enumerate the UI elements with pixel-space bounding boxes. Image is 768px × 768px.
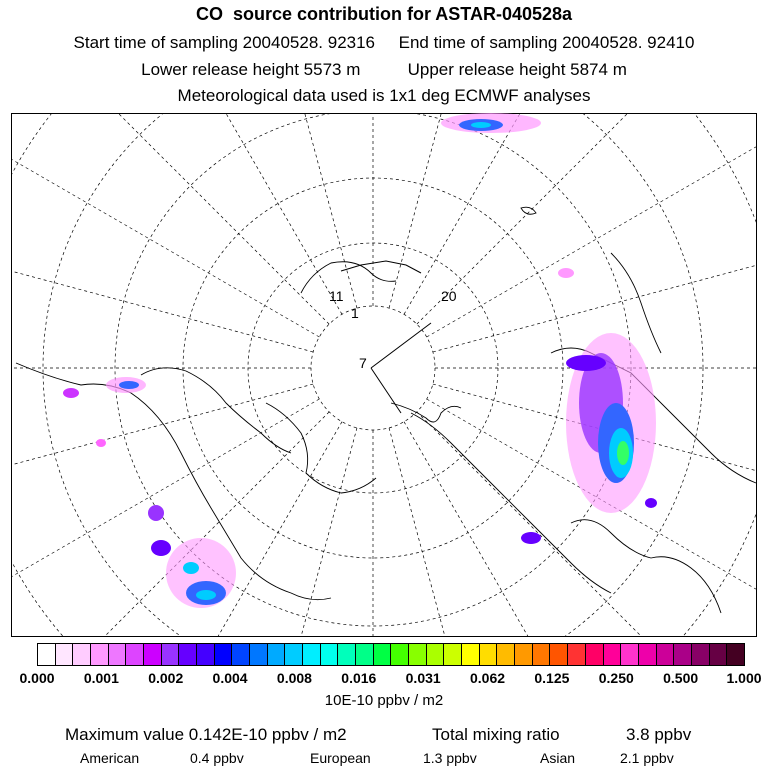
colorbar-swatch — [56, 644, 74, 665]
colorbar-swatch — [391, 644, 409, 665]
european-value: 1.3 ppbv — [423, 750, 477, 766]
colorbar-swatch — [480, 644, 498, 665]
colorbar-swatch — [409, 644, 427, 665]
colorbar-swatch — [692, 644, 710, 665]
colorbar-swatch — [179, 644, 197, 665]
colorbar-swatch — [427, 644, 445, 665]
colorbar-swatch — [356, 644, 374, 665]
colorbar-swatch — [91, 644, 109, 665]
colorbar-tick-label: 0.031 — [405, 670, 441, 686]
colorbar-swatch — [285, 644, 303, 665]
track-label: 11 — [329, 288, 344, 304]
colorbar-swatch — [444, 644, 462, 665]
colorbar-swatch — [462, 644, 480, 665]
colorbar-swatch — [215, 644, 233, 665]
map-title: CO source contribution for ASTAR-040528a — [195, 4, 573, 24]
colorbar-swatch — [303, 644, 321, 665]
asian-label: Asian — [540, 750, 576, 766]
colorbar-tick-label: 0.000 — [19, 670, 55, 686]
colorbar-swatch — [550, 644, 568, 665]
max-value-label: Maximum value 0.142E-10 ppbv / m2 — [65, 725, 347, 744]
colorbar-swatch — [568, 644, 586, 665]
colorbar-swatch — [73, 644, 91, 665]
colorbar-swatch — [674, 644, 692, 665]
colorbar-tick-label: 0.062 — [470, 670, 506, 686]
colorbar-swatch — [232, 644, 250, 665]
colorbar-swatch — [321, 644, 339, 665]
colorbar-swatch — [126, 644, 144, 665]
colorbar-swatch — [197, 644, 215, 665]
track-label: 20 — [441, 288, 457, 304]
colorbar-tick-label: 0.125 — [534, 670, 570, 686]
american-label: American — [80, 750, 140, 766]
colorbar-swatch — [621, 644, 639, 665]
colorbar-tick-label: 0.500 — [663, 670, 699, 686]
colorbar-swatch — [338, 644, 356, 665]
total-mixing-ratio-value: 3.8 ppbv — [626, 725, 692, 744]
asian-value: 2.1 ppbv — [620, 750, 674, 766]
colorbar-swatch — [268, 644, 286, 665]
track-label: 1 — [351, 305, 359, 321]
colorbar-swatch — [109, 644, 127, 665]
release-height-line: Lower release height 5573 m Upper release height 5874 m — [141, 60, 627, 79]
colorbar-swatch — [250, 644, 268, 665]
colorbar-tick-label: 0.001 — [83, 670, 119, 686]
colorbar-swatch — [533, 644, 551, 665]
colorbar-tick-label: 0.250 — [598, 670, 634, 686]
colorbar-swatch — [657, 644, 675, 665]
colorbar-swatch — [374, 644, 392, 665]
colorbar-tick-label: 0.004 — [212, 670, 248, 686]
colorbar-swatch — [586, 644, 604, 665]
colorbar-swatch — [604, 644, 622, 665]
colorbar-swatch — [497, 644, 515, 665]
colorbar-swatch — [727, 644, 744, 665]
colorbar-tick-label: 0.016 — [341, 670, 377, 686]
meteorological-data-line: Meteorological data used is 1x1 deg ECMWF analyses — [177, 86, 591, 105]
colorbar-unit: 10E-10 ppbv / m2 — [324, 692, 444, 709]
colorbar-swatch — [38, 644, 56, 665]
colorbar-swatch — [515, 644, 533, 665]
american-value: 0.4 ppbv — [190, 750, 244, 766]
track-label: 7 — [359, 355, 367, 371]
colorbar-tick-label: 0.002 — [148, 670, 184, 686]
colorbar-swatch — [162, 644, 180, 665]
colorbar — [37, 643, 745, 666]
colorbar-swatch — [639, 644, 657, 665]
sampling-time-line: Start time of sampling 20040528. 92316 End time of sampling 20040528. 92410 — [73, 33, 695, 52]
total-mixing-ratio-label: Total mixing ratio — [432, 725, 560, 744]
colorbar-tick-label: 0.008 — [276, 670, 312, 686]
colorbar-swatch — [144, 644, 162, 665]
polar-map — [11, 113, 757, 637]
european-label: European — [310, 750, 371, 766]
colorbar-swatch — [710, 644, 728, 665]
colorbar-tick-label: 1.000 — [726, 670, 762, 686]
